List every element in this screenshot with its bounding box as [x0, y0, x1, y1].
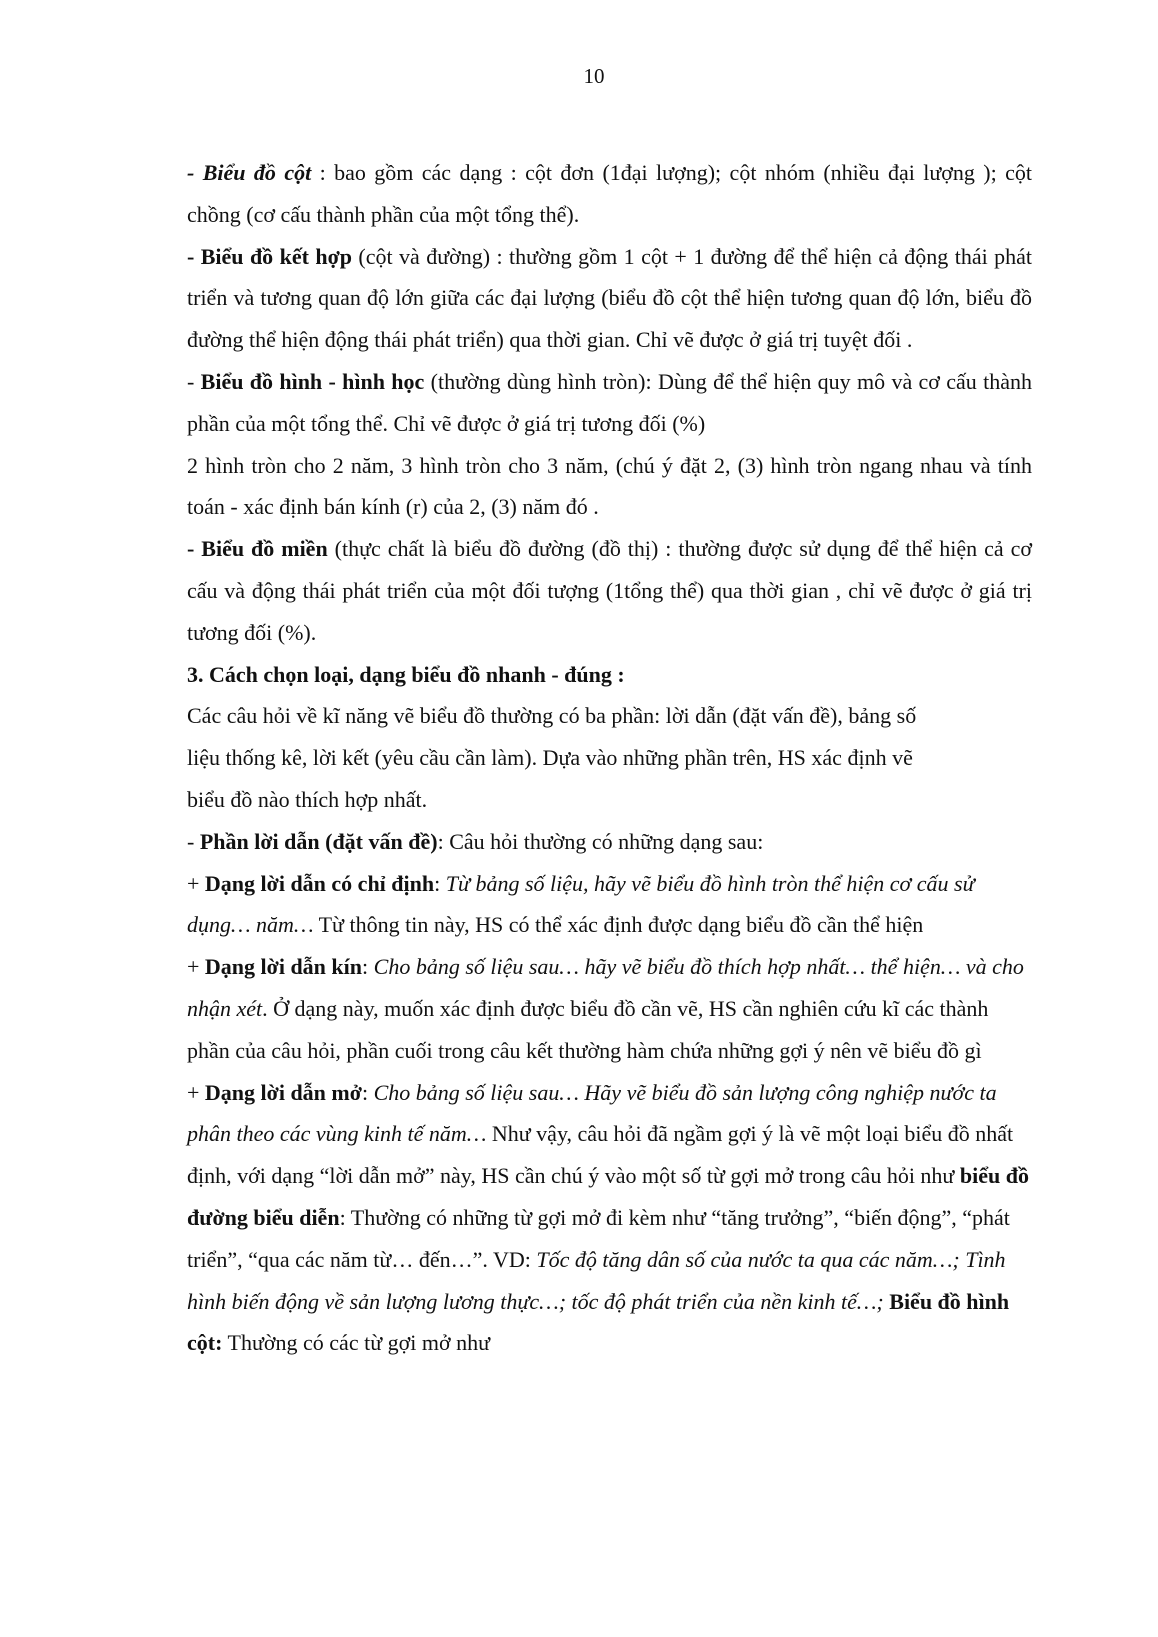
bullet-plus: +	[187, 954, 205, 980]
paragraph-loi-dan-kin	[187, 946, 1032, 1071]
paragraph-text: (cột và đường) : thường gồm 1 cột + 1 đường để thể hiện cả động thái phát triển và tương quan độ lớn giữa các đại lượng (biểu đồ cột thể hiện tương quan độ lớn, biểu đồ đường thể hiện động thái phát triển) qua thời gian. Chỉ vẽ được ở giá trị tuyệt đối .	[187, 243, 1032, 353]
example-question: Cho bảng số liệu sau… hãy vẽ biểu đồ thích hợp nhất… thể hiện… và cho nhận xét	[187, 954, 1024, 1021]
bullet-dash: -	[187, 828, 200, 854]
term-loi-dan-mo: Dạng lời dẫn mở	[204, 1079, 362, 1105]
bullet-dash: -	[187, 536, 202, 562]
colon: :	[362, 954, 374, 980]
paragraph-text: Thường có các từ gợi mở như	[222, 1330, 491, 1356]
term-loi-dan-chi-dinh: Dạng lời dẫn có chỉ định	[204, 870, 435, 896]
paragraph-phan-loi-dan	[187, 821, 1032, 863]
section-heading-3	[187, 654, 1032, 696]
term-bieu-do-duong: biểu đồ đường biểu diễn	[187, 1163, 1029, 1230]
paragraph-hinh-tron: 2 hình tròn cho 2 năm, 3 hình tròn cho 3 năm, (chú ý đặt 2, (3) hình tròn ngang nhau và tính toán - xác định bán kính (r) của 2, (3) năm đó .	[187, 452, 1032, 520]
paragraph-bieu-do-mien	[187, 528, 1032, 653]
example-question: Từ bảng số liệu, hãy vẽ biểu đồ hình tròn thể hiện cơ cấu sử dụng… năm…	[187, 870, 975, 938]
term-phan-loi-dan: Phần lời dẫn (đặt vấn đề)	[199, 828, 438, 854]
bullet-dash: -	[187, 160, 203, 185]
intro-line-2: liệu thống kê, lời kết (yêu cầu cần làm). Dựa vào những phần trên, HS xác định vẽ	[187, 745, 913, 771]
term-bieu-do-hinh: Biểu đồ hình - hình học	[200, 368, 425, 394]
example-phrases: Tốc độ tăng dân số của nước ta qua các năm…; Tình hình biến động về sản lượng lương thực…; tốc độ phát triển của nền kinh tế…;	[187, 1246, 1006, 1314]
paragraph-text: (thường dùng hình tròn): Dùng để thể hiện quy mô và cơ cấu thành phần của một tổng thể. Chỉ vẽ được ở giá trị tương đối (%)	[187, 368, 1033, 436]
bullet-dash: -	[187, 368, 201, 394]
paragraph-bieu-do-hinh	[187, 361, 1032, 445]
bullet-plus: +	[187, 1079, 205, 1105]
paragraph-text: : Thường có những từ gợi mở đi kèm như “tăng trưởng”, “biến động”, “phát triển”, “qua các năm từ… đến…”. VD:	[187, 1204, 1010, 1272]
paragraph-bieu-do-ket-hop	[187, 236, 1032, 361]
paragraph-text: Từ thông tin này, HS có thể xác định được dạng biểu đồ cần thể hiện	[313, 912, 924, 938]
example-question: Cho bảng số liệu sau… Hãy vẽ biểu đồ sản lượng công nghiệp nước ta phân theo các vùng kinh tế năm…	[187, 1079, 997, 1147]
term-bieu-do-mien: Biểu đồ miền	[201, 536, 328, 562]
heading-text: 3. Cách chọn loại, dạng biểu đồ nhanh - đúng :	[187, 661, 625, 687]
term-bieu-do-ket-hop: - Biểu đồ kết hợp	[187, 243, 352, 269]
paragraph-bieu-do-cot	[187, 152, 1032, 236]
paragraph-text: : bao gồm các dạng : cột đơn (1đại lượng); cột nhóm (nhiều đại lượng ); cột chồng (cơ cấu thành phần của một tổng thể).	[187, 160, 1033, 227]
paragraph-loi-dan-mo	[187, 1072, 1032, 1365]
term-bieu-do-cot: Biểu đồ cột	[202, 160, 312, 185]
term-bieu-do-hinh-cot: Biểu đồ hình cột:	[187, 1288, 1010, 1356]
colon: :	[434, 870, 446, 896]
document-body	[187, 152, 1032, 1364]
paragraph-text: Như vậy, câu hỏi đã ngầm gợi ý là vẽ một loại biểu đồ nhất định, với dạng “lời dẫn mở” này, HS cần chú ý vào một số từ gợi mở trong câu hỏi như	[187, 1121, 1014, 1189]
colon: :	[361, 1079, 374, 1105]
paragraph-text: : Câu hỏi thường có những dạng sau:	[437, 828, 764, 854]
paragraph-intro	[187, 695, 1032, 820]
bullet-plus: +	[187, 870, 205, 896]
paragraph-text: (thực chất là biểu đồ đường (đồ thị) : thường được sử dụng để thể hiện cả cơ cấu và động thái phát triển của một đối tượng (1tổng thể) qua thời gian , chỉ vẽ được ở giá trị tương đối (%).	[187, 536, 1032, 645]
intro-line-1: Các câu hỏi về kĩ năng vẽ biểu đồ thường có ba phần: lời dẫn (đặt vấn đề), bảng số	[187, 703, 917, 729]
paragraph-text: . Ở dạng này, muốn xác định được biểu đồ cần vẽ, HS cần nghiên cứu kĩ các thành phần của câu hỏi, phần cuối trong câu kết thường hàm chứa những gợi ý nên vẽ biểu đồ gì	[187, 995, 989, 1063]
paragraph-loi-dan-chi-dinh	[187, 863, 1032, 947]
page-number: 10	[583, 64, 605, 88]
term-loi-dan-kin: Dạng lời dẫn kín	[204, 954, 363, 980]
intro-line-3: biểu đồ nào thích hợp nhất.	[187, 786, 428, 812]
